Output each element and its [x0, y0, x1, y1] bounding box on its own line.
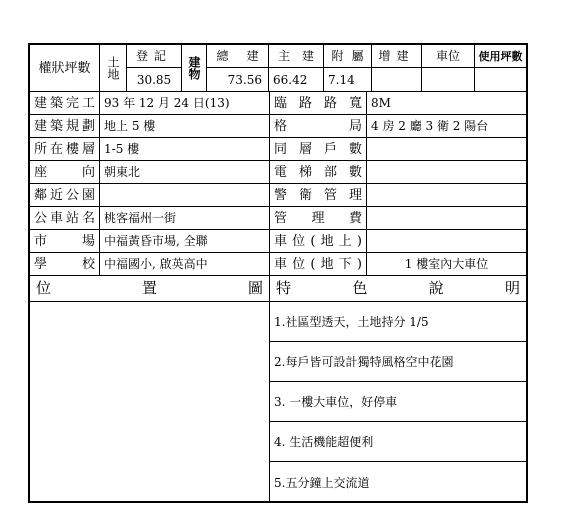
info-right-value — [367, 207, 526, 230]
land-label: 土地 — [100, 45, 127, 92]
info-right-value: 1 樓室內大車位 — [367, 253, 526, 276]
info-value: 1-5 樓 — [100, 138, 270, 161]
info-right-value: 8M — [367, 92, 526, 115]
usable-area-label: 使用坪數 — [475, 45, 526, 68]
info-right-label: 電 梯 部 數 — [270, 161, 367, 184]
info-value: 中福黃昏市場, 全聯 — [100, 230, 270, 253]
info-value: 中福國小, 啟英高中 — [100, 253, 270, 276]
info-label: 建 築 規 劃 — [30, 115, 100, 138]
parking-value — [422, 68, 475, 92]
feature-item: 3. 一樓大車位，好停車 — [270, 382, 528, 422]
info-label: 座 向 — [30, 161, 100, 184]
extension-value — [372, 68, 422, 92]
usable-area-value — [475, 68, 526, 92]
annex-label: 附屬 — [324, 45, 372, 68]
info-label: 所 在 樓 層 — [30, 138, 100, 161]
info-label: 公 車 站 名 — [30, 207, 100, 230]
title-area-label: 權狀坪數 — [30, 45, 100, 92]
info-value — [100, 184, 270, 207]
info-value: 朝東北 — [100, 161, 270, 184]
feature-item: 2.每戶皆可設計獨特風格空中花園 — [270, 342, 528, 382]
info-right-label: 車 位 ( 地 上 ) — [270, 230, 367, 253]
info-label: 學 校 — [30, 253, 100, 276]
total-building-label: 總建 — [207, 45, 269, 68]
info-label: 鄰 近 公 園 — [30, 184, 100, 207]
feature-item: 1.社區型透天，土地持分 1/5 — [270, 302, 528, 342]
info-right-label: 格 局 — [270, 115, 367, 138]
info-right-label: 臨 路 路 寬 — [270, 92, 367, 115]
features-title: 特 色 說 明 — [276, 279, 520, 297]
info-right-value — [367, 184, 526, 207]
land-registered-value: 30.85 — [127, 68, 182, 92]
info-right-value — [367, 161, 526, 184]
info-value: 桃客福州一街 — [100, 207, 270, 230]
info-label: 建 築 完 工 — [30, 92, 100, 115]
info-right-label: 管 理 費 — [270, 207, 367, 230]
main-building-label: 主建 — [269, 45, 324, 68]
info-right-value — [367, 138, 526, 161]
feature-item: 5.五分鐘上交流道 — [274, 475, 370, 490]
info-label: 市 場 — [30, 230, 100, 253]
location-map-area — [30, 302, 270, 501]
property-info-sheet — [28, 43, 528, 503]
info-value: 93 年 12 月 24 日(13) — [100, 92, 270, 115]
info-right-label: 同 層 戶 數 — [270, 138, 367, 161]
info-right-label: 車 位 ( 地 下 ) — [270, 253, 367, 276]
info-value: 地上 5 樓 — [100, 115, 270, 138]
info-right-value: 4 房 2 廳 3 衛 2 陽台 — [367, 115, 526, 138]
land-registered-label: 登記 — [127, 45, 182, 68]
location-map-title: 位 置 圖 — [36, 279, 263, 297]
annex-value: 7.14 — [324, 68, 372, 92]
location-map-header — [30, 276, 270, 302]
building-label: 建物 — [182, 45, 207, 92]
extension-label: 增建 — [372, 45, 422, 68]
parking-label: 車位 — [422, 45, 475, 68]
main-building-value: 66.42 — [269, 68, 324, 92]
features-header — [270, 276, 526, 302]
info-right-value — [367, 230, 526, 253]
total-building-value: 73.56 — [207, 68, 269, 92]
feature-item: 4. 生活機能超便利 — [270, 422, 528, 462]
info-right-label: 警 衛 管 理 — [270, 184, 367, 207]
